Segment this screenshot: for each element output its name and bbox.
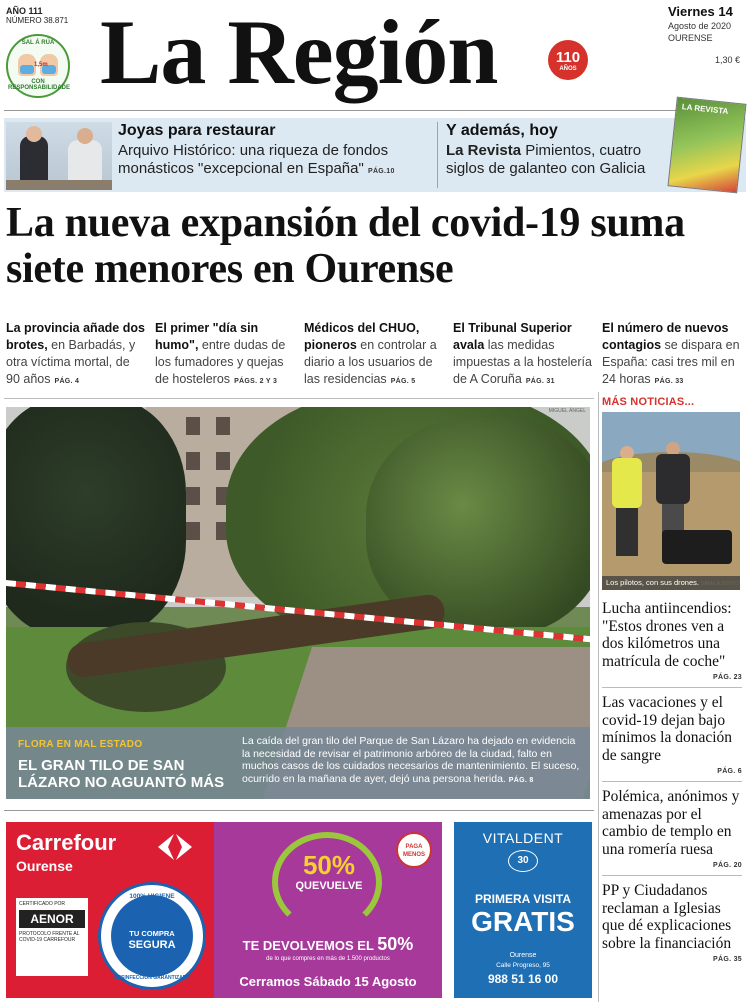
seal-top: 100% HIGIENE bbox=[129, 893, 175, 900]
side-story[interactable] bbox=[602, 788, 742, 869]
anniversary-label: AÑOS bbox=[559, 66, 577, 72]
anniversary-number: 110 bbox=[555, 49, 581, 66]
issue-number: NÚMERO 38.871 bbox=[6, 16, 69, 25]
caption-page: PÁG. 8 bbox=[508, 776, 534, 784]
vitaldent-ad[interactable] bbox=[454, 822, 592, 998]
sal-a-rua-stamp bbox=[6, 34, 70, 98]
fallen-tree-photo[interactable] bbox=[6, 407, 590, 799]
brief-item[interactable] bbox=[155, 320, 295, 390]
brief-text: las medidas impuestas a la hostelería de A Coruña bbox=[453, 338, 592, 386]
aenor-mark: AENOR bbox=[19, 910, 85, 928]
vitaldent-address: Calle Progreso, 95 bbox=[496, 962, 550, 969]
side-story[interactable] bbox=[602, 882, 742, 963]
brief-text: en Barbadás, y otra víctima mortal, de 90 años bbox=[6, 338, 136, 386]
brief-page: PÁG. 31 bbox=[525, 378, 555, 385]
brief-page: PÁG. 5 bbox=[390, 378, 416, 385]
carrefour-promo-ad[interactable] bbox=[214, 822, 442, 998]
teaser-divider bbox=[437, 122, 438, 188]
year-label: AÑO 111 bbox=[6, 6, 43, 16]
magazine-cover[interactable] bbox=[667, 97, 746, 194]
brief-text: en controlar a diario a los usuarios de las residencias bbox=[304, 338, 437, 386]
promo-quevuelve: QUEVUELVE bbox=[295, 880, 363, 892]
weekday: Viernes 14 bbox=[668, 4, 733, 19]
closing-notice: Cerramos Sábado 15 Agosto bbox=[239, 974, 417, 989]
caption-text: La caída del gran tilo del Parque de San Lázaro ha dejado en evidencia la necesidad de revisar el patrimonio arbóreo de la ciudad, falto en muchos casos de los cuidados necesarios de mantenimiento. El suceso, ocurrido en la mañana de ayer, dejó una persona herida. bbox=[242, 735, 580, 785]
brief-item[interactable] bbox=[602, 320, 742, 390]
carrefour-ad[interactable] bbox=[6, 822, 214, 998]
city: OURENSE bbox=[668, 33, 713, 43]
teaser-left-text: Arquivo Histórico: una riqueza de fondos monásticos "excepcional en España" bbox=[118, 142, 389, 177]
seal-bottom: DESINFECCIÓN GARANTIZADA bbox=[114, 975, 190, 981]
brief-bold: El primer "día sin humo", bbox=[155, 321, 259, 352]
vitaldent-years: 30 bbox=[508, 850, 538, 872]
ads-divider bbox=[4, 810, 594, 811]
side-story-page: PÁG. 35 bbox=[713, 956, 742, 963]
stamp-top-text: SAL Á RÚA bbox=[21, 40, 55, 46]
photo-caption-box bbox=[6, 727, 590, 799]
brief-item[interactable] bbox=[6, 320, 146, 390]
side-story[interactable] bbox=[602, 600, 742, 681]
date-box bbox=[668, 4, 740, 66]
brief-item[interactable] bbox=[304, 320, 444, 390]
vitaldent-city: Ourense bbox=[509, 952, 537, 959]
side-story-text: Las vacaciones y el covid-19 dejan bajo mínimos la donación de sangre bbox=[602, 694, 733, 764]
drone-pilots-photo[interactable] bbox=[602, 412, 740, 590]
brief-bold: El Tribunal Superior avala bbox=[453, 321, 572, 352]
teaser-right[interactable] bbox=[446, 120, 671, 178]
aenor-certificate bbox=[16, 898, 88, 976]
brief-bold: Médicos del CHUO, pioneros bbox=[304, 321, 420, 352]
stamp-distance: 1,5m bbox=[34, 62, 48, 68]
promo-percent: 50% bbox=[302, 850, 356, 880]
carrefour-logo-icon bbox=[152, 832, 198, 862]
more-news-label: MÁS NOTICIAS... bbox=[602, 396, 695, 408]
side-photo-credit: SABELA SOUTO bbox=[700, 581, 739, 587]
anniversary-badge bbox=[548, 40, 588, 80]
briefs-divider bbox=[4, 398, 594, 399]
vitaldent-phone[interactable]: 988 51 16 00 bbox=[487, 972, 559, 986]
teaser-left-page: PÁG.10 bbox=[367, 168, 395, 175]
teaser-left-heading: Joyas para restaurar bbox=[118, 122, 276, 139]
teaser-right-heading: Y además, hoy bbox=[446, 122, 558, 139]
newspaper-logo[interactable]: La Región bbox=[100, 1, 498, 103]
brief-text: se dispara en España: casi tres mil en 24 horas bbox=[602, 338, 740, 386]
masthead-divider bbox=[4, 110, 746, 111]
refund-text: TE DEVOLVEMOS EL bbox=[242, 938, 374, 953]
brief-bold: El número de nuevos contagios bbox=[602, 321, 729, 352]
cert-label: CERTIFICADO POR bbox=[19, 901, 66, 907]
seal-mid2: SEGURA bbox=[128, 939, 176, 951]
sidebar-divider bbox=[598, 392, 599, 1002]
teaser-band[interactable] bbox=[4, 102, 746, 192]
vitaldent-free: GRATIS bbox=[471, 906, 575, 937]
side-story-page: PÁG. 20 bbox=[713, 862, 742, 869]
carrefour-city: Ourense bbox=[16, 858, 73, 874]
brief-bold: La provincia añade dos brotes, bbox=[6, 321, 145, 352]
date: Agosto de 2020 bbox=[668, 21, 732, 31]
stamp-bottom-text: CON RESPONSABILIDADE bbox=[8, 79, 71, 91]
news-briefs bbox=[6, 320, 746, 392]
side-story[interactable] bbox=[602, 694, 742, 775]
price: 1,30 € bbox=[714, 55, 740, 65]
archive-photo bbox=[6, 122, 112, 190]
hygiene-seal bbox=[98, 882, 206, 990]
vitaldent-first-visit: PRIMERA VISITA bbox=[474, 892, 571, 906]
vitaldent-brand: VITALDENT bbox=[482, 830, 564, 846]
sidebar bbox=[602, 396, 742, 963]
side-story-text: Polémica, anónimos y amenazas por el cambio de templo en una romería ruesa bbox=[602, 788, 740, 858]
photo-credit: MIGUEL ÁNGEL bbox=[548, 408, 586, 414]
brief-text: entre dudas de los fumadores y quejas de hosteleros bbox=[155, 338, 286, 386]
side-story-page: PÁG. 6 bbox=[717, 768, 742, 775]
main-headline[interactable]: La nueva expansión del covid-19 suma siete menores en Ourense bbox=[6, 200, 685, 292]
masthead bbox=[0, 0, 750, 112]
issue-info bbox=[6, 6, 68, 26]
brief-page: PÁG. 33 bbox=[654, 378, 684, 385]
brief-page: PÁG. 4 bbox=[54, 378, 80, 385]
side-story-text: PP y Ciudadanos reclaman a Iglesias que dé explicaciones sobre la financiación bbox=[602, 882, 732, 952]
carrefour-brand: Carrefour bbox=[16, 830, 117, 855]
seal-mid1: TU COMPRA bbox=[129, 929, 175, 938]
brief-page: PÁGS. 2 Y 3 bbox=[234, 378, 278, 385]
drone-icon bbox=[662, 530, 732, 564]
refund-percent: 50% bbox=[377, 934, 414, 954]
caption-title[interactable]: EL GRAN TILO DE SAN LÁZARO NO AGUANTÓ MÁS bbox=[18, 757, 225, 791]
caption-kicker: FLORA EN MAL ESTADO bbox=[18, 739, 143, 750]
teaser-left[interactable] bbox=[118, 120, 436, 181]
teaser-right-text: Pimientos, cuatro siglos de galanteo con Galicia bbox=[446, 142, 646, 177]
side-story-page: PÁG. 23 bbox=[713, 674, 742, 681]
side-story-text: Lucha antiincendios: "Estos drones ven a dos kilómetros una matrícula de coche" bbox=[602, 600, 732, 670]
refund-small: de lo que compres en más de 1.500 productos bbox=[266, 956, 390, 962]
paga-menos-badge: PAGA MENOS bbox=[396, 832, 432, 868]
cert-text: PROTOCOLO FRENTE AL COVID-19 CARREFOUR bbox=[19, 931, 80, 943]
teaser-right-bold: La Revista bbox=[446, 142, 522, 159]
brief-item[interactable] bbox=[453, 320, 593, 390]
side-photo-caption: Los pilotos, con sus drones. bbox=[602, 576, 740, 590]
magazine-title: LA REVISTA bbox=[681, 102, 729, 117]
